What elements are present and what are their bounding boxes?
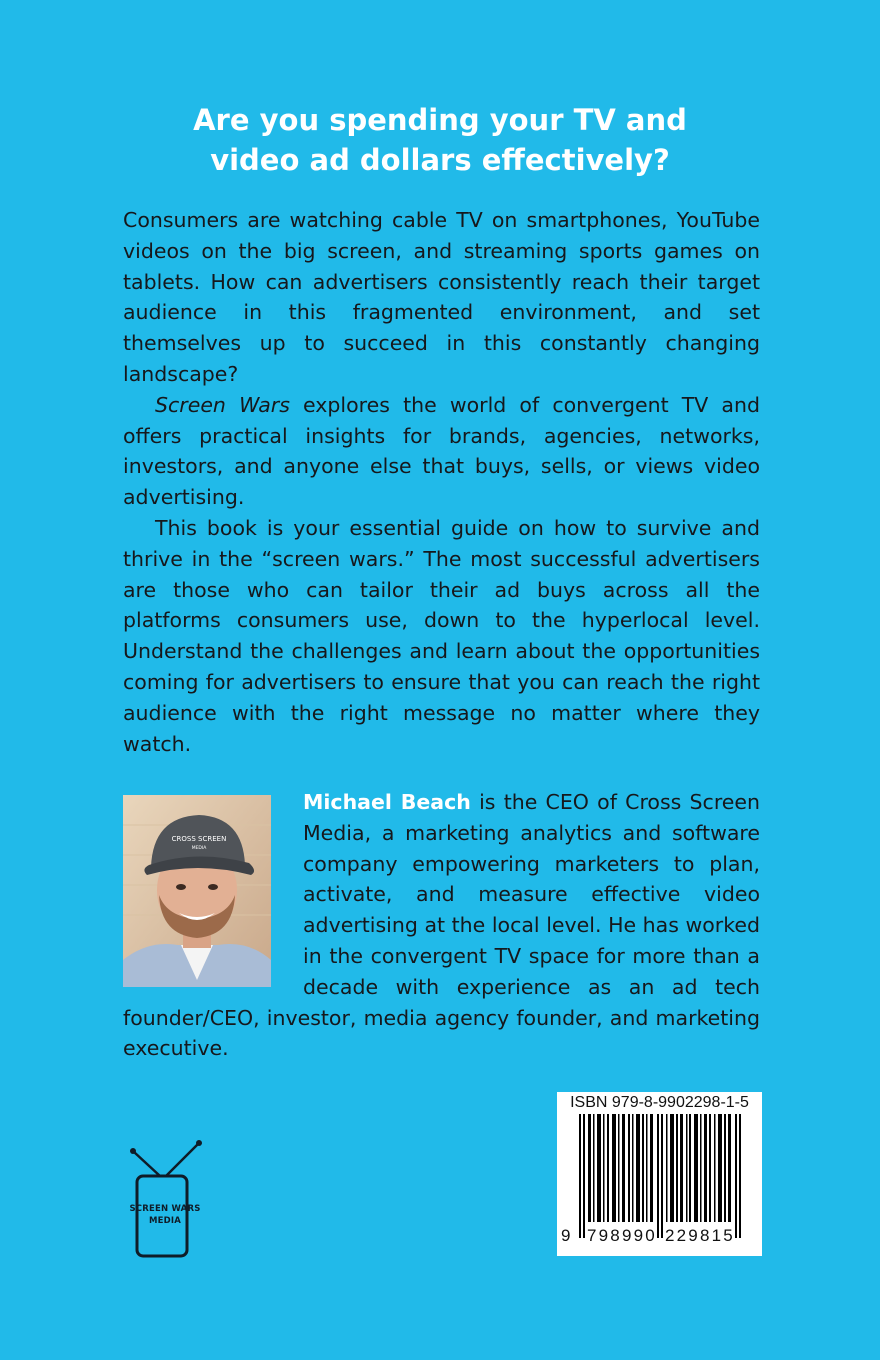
barcode-digits-left: 798990 [587,1226,657,1245]
cap-logo-subtext: MEDIA [191,846,207,851]
barcode-digits-right: 229815 [665,1226,735,1245]
author-name: Michael Beach [303,790,471,814]
barcode-bars [577,1114,747,1238]
headline-line-2: video ad dollars effectively? [210,143,670,177]
paragraph-2 [123,390,760,513]
author-photo [123,795,271,987]
paragraph-3: This book is your essential guide on how to survive and thrive in the “screen wars.” The most successful advertisers are those who can tailor their ad buys across all the platforms consumers use, down to the hyperlocal level. Understand the challenges and learn about the opportunities coming for advertisers to ensure that you can reach the right audience with the right message no matter where they watch. [123,515,760,756]
logo-text-line-1: SCREEN WARS [129,1204,201,1214]
isbn-barcode [557,1092,762,1256]
logo-text-line-2: MEDIA [148,1216,182,1226]
cap-logo-text: CROSS SCREEN [171,835,227,843]
tv-icon [120,1138,210,1258]
paragraph-1: Consumers are watching cable TV on smartphones, YouTube videos on the big screen, and streaming sports games on tablets. How can advertisers consistently reach their target audience in this fragmented environment, and set themselves up to succeed in this constantly changing landscape? [123,208,760,386]
book-title: Screen Wars [155,392,290,417]
headline-line-1: Are you spending your TV and [193,103,687,137]
description [123,205,760,759]
author-bio [123,787,760,1064]
isbn-number: ISBN 979-8-9902298-1-5 [570,1094,749,1111]
headline [0,100,880,180]
author-bio-text: is the CEO of Cross Screen Media, a marketing analytics and software company empowering marketers to plan, activate, and measure effective video advertising at the local level. He has worked in the convergent TV space for more than a decade with experience as an ad tech founder/CEO, investor, media agency founder, and marketing executive. [123,790,761,1061]
author-portrait-image [123,795,271,987]
publisher-logo [120,1138,210,1258]
barcode-lead-digit: 9 [561,1226,571,1245]
paragraph-2-text: explores the world of convergent TV and offers practical insights for brands, agencies, networks, investors, and anyone else that buys, sells, or views video advertising. [123,392,760,510]
